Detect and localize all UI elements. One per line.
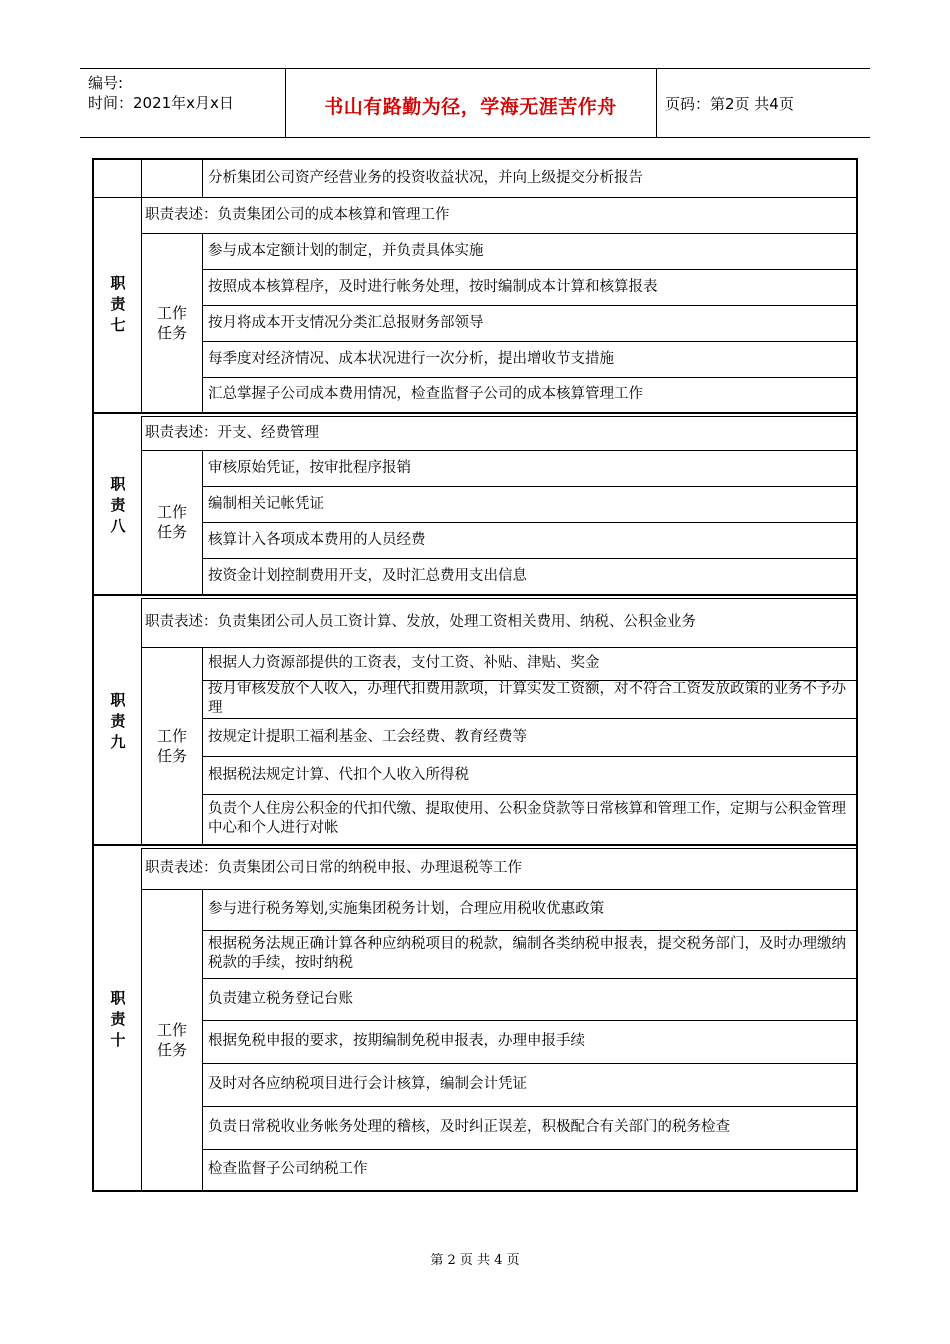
task-cell: 检查监督子公司纳税工作 [208,1161,368,1177]
task-cell: 负责个人住房公积金的代扣代缴、提取使用、公积金贷款等日常核算和管理工作，定期与公积金管理中心和个人进行对帐 [208,801,846,836]
duty-label: 职 责 七 [110,274,126,334]
task-label: 工作 任务 [156,503,187,541]
task-label: 工作 任务 [156,726,187,765]
task-cell: 按资金计划控制费用开支，及时汇总费用支出信息 [208,567,527,584]
task-cell: 分析集团公司资产经营业务的投资收益状况，并向上级提交分析报告 [208,170,643,186]
task-cell: 负责日常税收业务帐务处理的稽核，及时纠正误差，积极配合有关部门的税务检查 [208,1119,730,1135]
task-cell: 参与进行税务筹划,实施集团税务计划，合理应用税收优惠政策 [208,901,605,917]
document-time-label: 时间：2021年x月x日 [88,94,234,112]
duty-description: 职责表述：负责集团公司的成本核算和管理工作 [145,206,450,223]
page-footer: 第 2 页 共 4 页 [430,1253,520,1268]
duty-table [92,158,858,1192]
task-cell: 参与成本定额计划的制定，并负责具体实施 [208,242,484,259]
block-separator [94,844,856,846]
task-cell: 根据税法规定计算、代扣个人收入所得税 [208,766,469,783]
task-cell: 审核原始凭证，按审批程序报销 [208,459,411,476]
task-cell: 按月将成本开支情况分类汇总报财务部领导 [208,314,484,331]
task-label: 工作 任务 [156,1020,187,1059]
task-cell: 按规定计提职工福利基金、工会经费、教育经费等 [208,728,527,745]
block-separator [94,594,856,596]
task-cell: 根据税务法规正确计算各种应纳税项目的税款，编制各类纳税申报表，提交税务部门，及时办理缴纳税款的手续，按时纳税 [208,936,846,971]
header-motto: 书山有路勤为径，学海无涯苦作舟 [324,96,617,118]
table-rule [202,233,203,412]
header-meta [88,73,234,113]
header-divider [656,69,657,137]
task-cell: 核算计入各项成本费用的人员经费 [208,531,426,548]
task-cell: 根据人力资源部提供的工资表，支付工资、补贴、津贴、奖金 [208,655,600,671]
task-cell: 每季度对经济情况、成本状况进行一次分析，提出增收节支措施 [208,350,614,367]
duty-label: 职 责 八 [110,474,126,535]
task-cell: 根据免税申报的要求，按期编制免税申报表，办理申报手续 [208,1033,585,1049]
task-label: 工作 任务 [156,303,187,342]
duty-description: 职责表述：负责集团公司人员工资计算、发放，处理工资相关费用、纳税、公积金业务 [145,614,696,630]
duty-label: 职 责 九 [110,690,126,751]
table-rule [202,160,203,197]
document-number-label: 编号: [88,74,124,92]
duty-description: 职责表述：开支、经费管理 [145,424,319,441]
document-header [80,68,870,138]
table-rule [202,889,203,1190]
header-page-info: 页码：第2页 共4页 [665,95,794,113]
table-rule [202,647,203,844]
duty-label: 职 责 十 [110,988,126,1049]
task-cell: 按照成本核算程序，及时进行帐务处理，按时编制成本计算和核算报表 [208,278,658,295]
task-cell: 及时对各应纳税项目进行会计核算，编制会计凭证 [208,1076,527,1092]
duty-description: 职责表述：负责集团公司日常的纳税申报、办理退税等工作 [145,860,522,876]
table-rule [141,160,142,197]
task-cell: 编制相关记帐凭证 [208,495,324,512]
block-separator [94,412,856,414]
task-cell: 负责建立税务登记台账 [208,990,353,1007]
task-cell: 按月审核发放个人收入，办理代扣费用款项，计算实发工资额，对不符合工资发放政策的业务不予办理 [208,681,846,716]
task-cell: 汇总掌握子公司成本费用情况，检查监督子公司的成本核算管理工作 [208,386,643,402]
